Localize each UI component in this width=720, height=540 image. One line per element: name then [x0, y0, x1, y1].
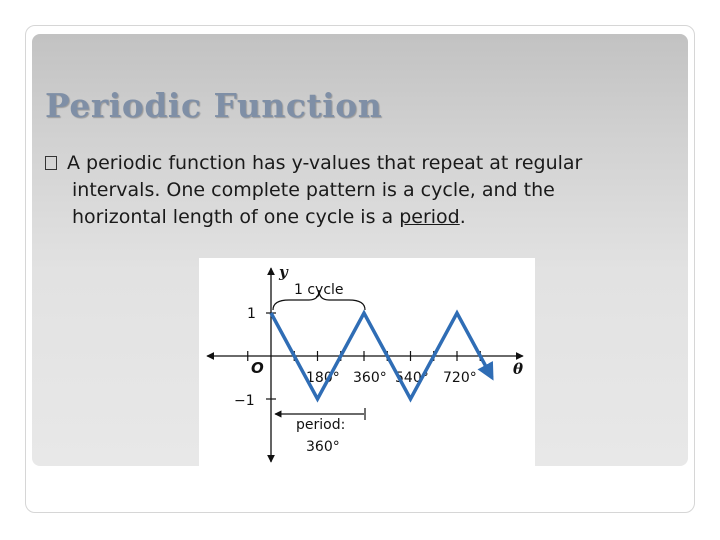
bullet-line-2: intervals. One complete pattern is a cycle, and the: [72, 179, 555, 201]
y-tick-label-1: 1: [247, 306, 256, 322]
bullet-text: [45, 150, 695, 231]
slide-title: Periodic Function: [45, 86, 383, 125]
y-tick-label-neg1: −1: [234, 393, 255, 409]
bullet-line-3: [45, 204, 695, 231]
bullet-line-3-prefix: horizontal length of one cycle is a: [72, 206, 400, 228]
x-tick-label-720: 720°: [443, 370, 477, 386]
period-label-line1: period:: [296, 417, 346, 433]
bullet-line-1: A periodic function has y-values that repeat at regular: [67, 152, 583, 174]
period-term: period: [399, 206, 460, 228]
x-axis-label: θ: [513, 360, 524, 378]
origin-label: O: [251, 359, 264, 377]
x-tick-label-540: 540°: [395, 370, 429, 386]
x-tick-label-180: 180°: [306, 370, 340, 386]
bullet-box-icon: [45, 156, 57, 170]
x-tick-label-360: 360°: [353, 370, 387, 386]
periodic-graph: [199, 258, 535, 468]
bullet-line-3-suffix: .: [459, 206, 466, 228]
graph-svg: [199, 258, 535, 468]
period-label-line2: 360°: [306, 439, 340, 455]
cycle-label: 1 cycle: [294, 282, 344, 298]
y-axis-label: y: [279, 263, 288, 281]
